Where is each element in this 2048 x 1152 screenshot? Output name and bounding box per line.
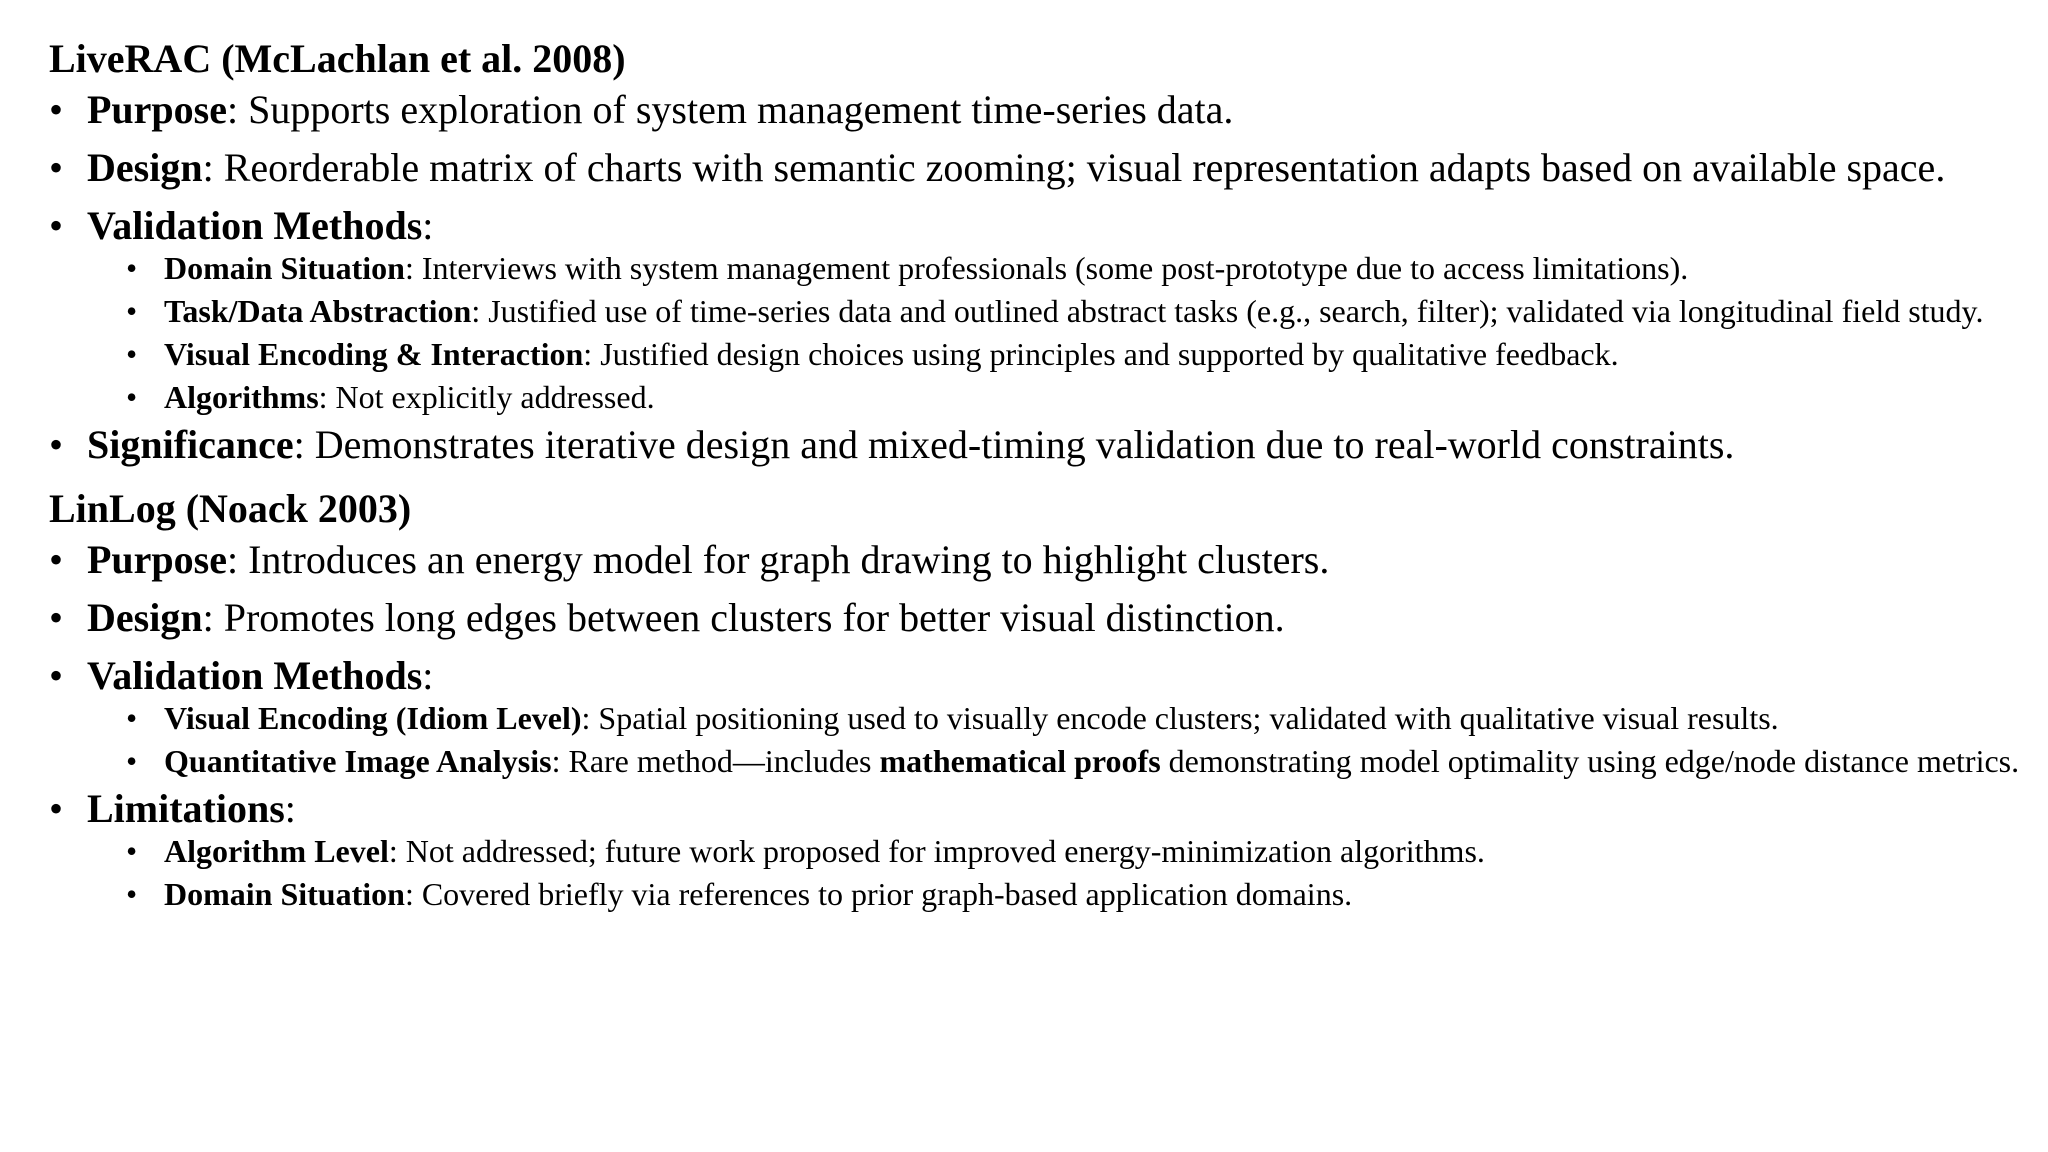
sub-text: : Justified use of time-series data and outlined abstract tasks (e.g., search, filter); validated via longitudinal field study. (471, 293, 1984, 329)
design-text: : Reorderable matrix of charts with semantic zooming; visual representation adapts based on available space. (202, 145, 1946, 190)
sub-text-before: : Rare method—includes (551, 743, 880, 779)
bullet-validation-methods (49, 653, 2023, 698)
sub-label: Visual Encoding & Interaction (164, 336, 584, 372)
sub-bullet-algorithms (126, 379, 2023, 415)
sub-text: : Not explicitly addressed. (318, 379, 655, 415)
sub-bullet-quantitative-image-analysis (126, 743, 2023, 779)
section-title-liverac: LiveRAC (McLachlan et al. 2008) (49, 36, 626, 81)
bullet-icon: • (126, 293, 138, 329)
sub-label: Algorithm Level (164, 833, 389, 869)
sub-label: Algorithms (164, 379, 319, 415)
design-label: Design (87, 145, 203, 190)
limitations-label: Limitations (87, 786, 285, 831)
bullet-significance (49, 422, 2023, 467)
significance-label: Significance (87, 422, 294, 467)
design-label: Design (87, 595, 203, 640)
sub-bullet-algorithm-level (126, 833, 2023, 869)
bullet-purpose (49, 537, 2023, 582)
bullet-validation-methods (49, 203, 2023, 248)
section-title-linlog: LinLog (Noack 2003) (49, 486, 412, 531)
bullet-icon: • (49, 87, 64, 132)
bullet-icon: • (49, 537, 64, 582)
bullet-icon: • (126, 250, 138, 286)
slide-content (49, 34, 2023, 923)
validation-suffix: : (422, 653, 434, 698)
validation-sublist (49, 250, 2023, 415)
limitations-suffix: : (284, 786, 296, 831)
sub-label: Task/Data Abstraction (164, 293, 472, 329)
bullet-icon: • (49, 653, 64, 698)
bullet-icon: • (49, 595, 64, 640)
bullet-icon: • (126, 876, 138, 912)
sub-bullet-domain-situation (126, 876, 2023, 912)
validation-label: Validation Methods (87, 203, 423, 248)
purpose-text: : Supports exploration of system management time-series data. (227, 87, 1234, 132)
bullet-design (49, 595, 2023, 640)
sub-text: : Spatial positioning used to visually encode clusters; validated with qualitative visual results. (581, 700, 1779, 736)
sub-text: : Justified design choices using principles and supported by qualitative feedback. (583, 336, 1619, 372)
design-text: : Promotes long edges between clusters for better visual distinction. (202, 595, 1285, 640)
bullet-limitations (49, 786, 2023, 831)
sub-bullet-domain-situation (126, 250, 2023, 286)
sub-bullet-visual-encoding-idiom (126, 700, 2023, 736)
purpose-label: Purpose (87, 87, 227, 132)
sub-text: : Covered briefly via references to prior graph-based application domains. (404, 876, 1353, 912)
sub-label: Quantitative Image Analysis (164, 743, 552, 779)
bullet-purpose (49, 87, 2023, 132)
bullet-icon: • (126, 833, 138, 869)
limitations-sublist (49, 833, 2023, 912)
validation-label: Validation Methods (87, 653, 423, 698)
validation-sublist (49, 700, 2023, 779)
sub-label: Domain Situation (164, 250, 405, 286)
sub-text-after: demonstrating model optimality using edge/node distance metrics. (1160, 743, 2020, 779)
bullet-icon: • (49, 203, 64, 248)
bullet-icon: • (126, 743, 138, 779)
significance-text: : Demonstrates iterative design and mixed-timing validation due to real-world constraints. (293, 422, 1735, 467)
sub-bullet-visual-encoding-interaction (126, 336, 2023, 372)
purpose-text: : Introduces an energy model for graph drawing to highlight clusters. (227, 537, 1330, 582)
bullet-icon: • (126, 700, 138, 736)
sub-label: Visual Encoding (Idiom Level) (164, 700, 582, 736)
sub-label: Domain Situation (164, 876, 405, 912)
bullet-icon: • (49, 145, 64, 190)
sub-text: : Interviews with system management professionals (some post-prototype due to access limitations). (404, 250, 1689, 286)
sub-text: : Not addressed; future work proposed for improved energy-minimization algorithms. (388, 833, 1485, 869)
bullet-icon: • (49, 786, 64, 831)
bullet-icon: • (49, 422, 64, 467)
bullet-design (49, 145, 2023, 190)
bullet-icon: • (126, 379, 138, 415)
sub-emphasis: mathematical proofs (879, 743, 1161, 779)
sub-bullet-task-data-abstraction (126, 293, 2023, 329)
purpose-label: Purpose (87, 537, 227, 582)
validation-suffix: : (422, 203, 434, 248)
bullet-icon: • (126, 336, 138, 372)
